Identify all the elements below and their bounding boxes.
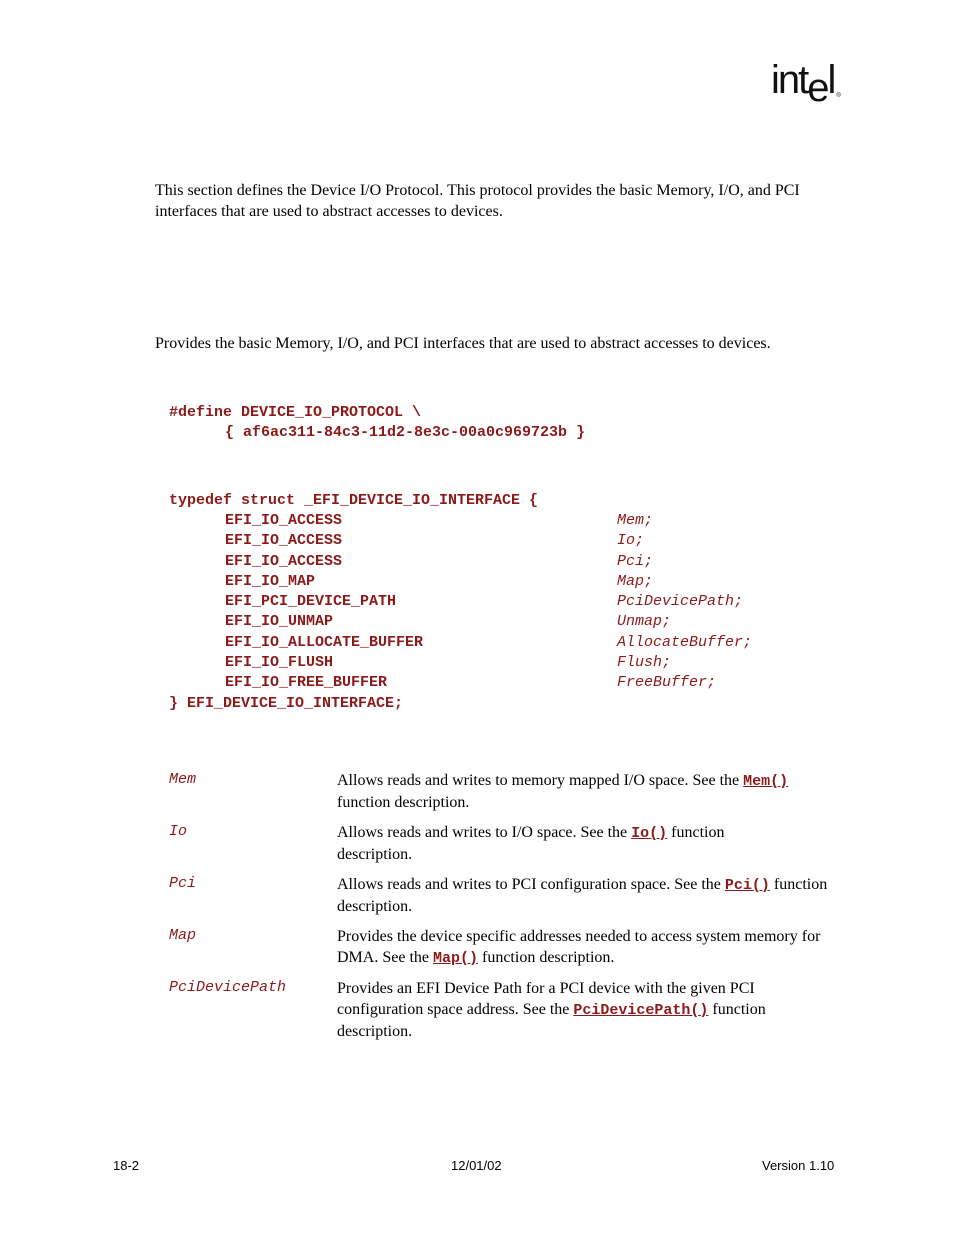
struct-member-name: Unmap; — [617, 613, 672, 630]
struct-member-type: EFI_IO_MAP — [225, 573, 316, 590]
mem-function-link[interactable]: Mem() — [743, 773, 789, 790]
io-function-link[interactable]: Io() — [631, 825, 668, 842]
param-desc-mem — [337, 770, 837, 813]
struct-member-type: EFI_PCI_DEVICE_PATH — [225, 593, 397, 610]
pcidevicepath-function-link[interactable]: PciDevicePath() — [573, 1002, 709, 1019]
intro-paragraph: This section defines the Device I/O Protocol. This protocol provides the basic Memory, I/O, and PCI interfaces that are used to abstract accesses to devices. — [155, 182, 800, 220]
struct-member-type: EFI_IO_ACCESS — [225, 512, 343, 529]
param-desc-text: Allows reads and writes to I/O space. See the — [337, 824, 632, 841]
struct-member-name: Io; — [617, 532, 645, 549]
map-function-link[interactable]: Map() — [432, 950, 478, 967]
struct-member-name: PciDevicePath; — [617, 593, 744, 610]
param-desc-pci — [337, 874, 837, 917]
struct-member-type: EFI_IO_FREE_BUFFER — [225, 674, 388, 691]
param-desc-text: Allows reads and writes to memory mapped I/O space. See the — [337, 772, 744, 789]
param-term-pci: Pci — [169, 875, 197, 892]
param-desc-text: Allows reads and writes to PCI configuration space. See the — [337, 876, 725, 893]
param-desc-text: function description. — [337, 794, 470, 811]
param-desc-io — [337, 822, 777, 865]
struct-member-name: Mem; — [617, 512, 654, 529]
param-term-map: Map — [169, 927, 197, 944]
pci-function-link[interactable]: Pci() — [724, 877, 770, 894]
guid-define-line: #define DEVICE_IO_PROTOCOL \ — [169, 404, 422, 421]
param-desc-text: Provides an EFI Device Path for a PCI device with the given PCI configuration space address. See the — [337, 980, 755, 1018]
guid-value-line: { af6ac311-84c3-11d2-8e3c-00a0c969723b } — [225, 424, 586, 441]
struct-close-line: } EFI_DEVICE_IO_INTERFACE; — [169, 695, 404, 712]
footer-page-number: 18-2 — [113, 1158, 140, 1173]
struct-member-type: EFI_IO_ACCESS — [225, 553, 343, 570]
param-term-pcidevicepath: PciDevicePath — [169, 979, 287, 996]
param-desc-text: Provides the device specific addresses needed to access system memory for DMA. See the — [337, 928, 821, 966]
struct-member-type: EFI_IO_ACCESS — [225, 532, 343, 549]
param-desc-map — [337, 926, 837, 969]
struct-member-type: EFI_IO_UNMAP — [225, 613, 334, 630]
struct-member-name: AllocateBuffer; — [617, 634, 753, 651]
param-desc-text: function description. — [337, 824, 725, 863]
struct-member-name: Pci; — [617, 553, 654, 570]
struct-member-type: EFI_IO_FLUSH — [225, 654, 334, 671]
param-desc-text: function description. — [337, 876, 828, 915]
param-desc-text: function description. — [478, 949, 615, 966]
struct-member-name: Map; — [617, 573, 654, 590]
param-desc-pcidevicepath — [337, 978, 837, 1042]
struct-member-name: FreeBuffer; — [617, 674, 717, 691]
param-desc-text: function description. — [337, 1001, 766, 1040]
struct-open-line: typedef struct _EFI_DEVICE_IO_INTERFACE { — [169, 492, 539, 509]
summary-paragraph: Provides the basic Memory, I/O, and PCI interfaces that are used to abstract accesses to devices. — [155, 335, 771, 352]
intel-logo: intel ® — [771, 58, 841, 110]
struct-member-type: EFI_IO_ALLOCATE_BUFFER — [225, 634, 424, 651]
param-term-mem: Mem — [169, 771, 197, 788]
param-term-io: Io — [169, 823, 188, 840]
struct-member-name: Flush; — [617, 654, 672, 671]
footer-date: 12/01/02 — [451, 1158, 502, 1173]
footer-version: Version 1.10 — [762, 1158, 835, 1173]
